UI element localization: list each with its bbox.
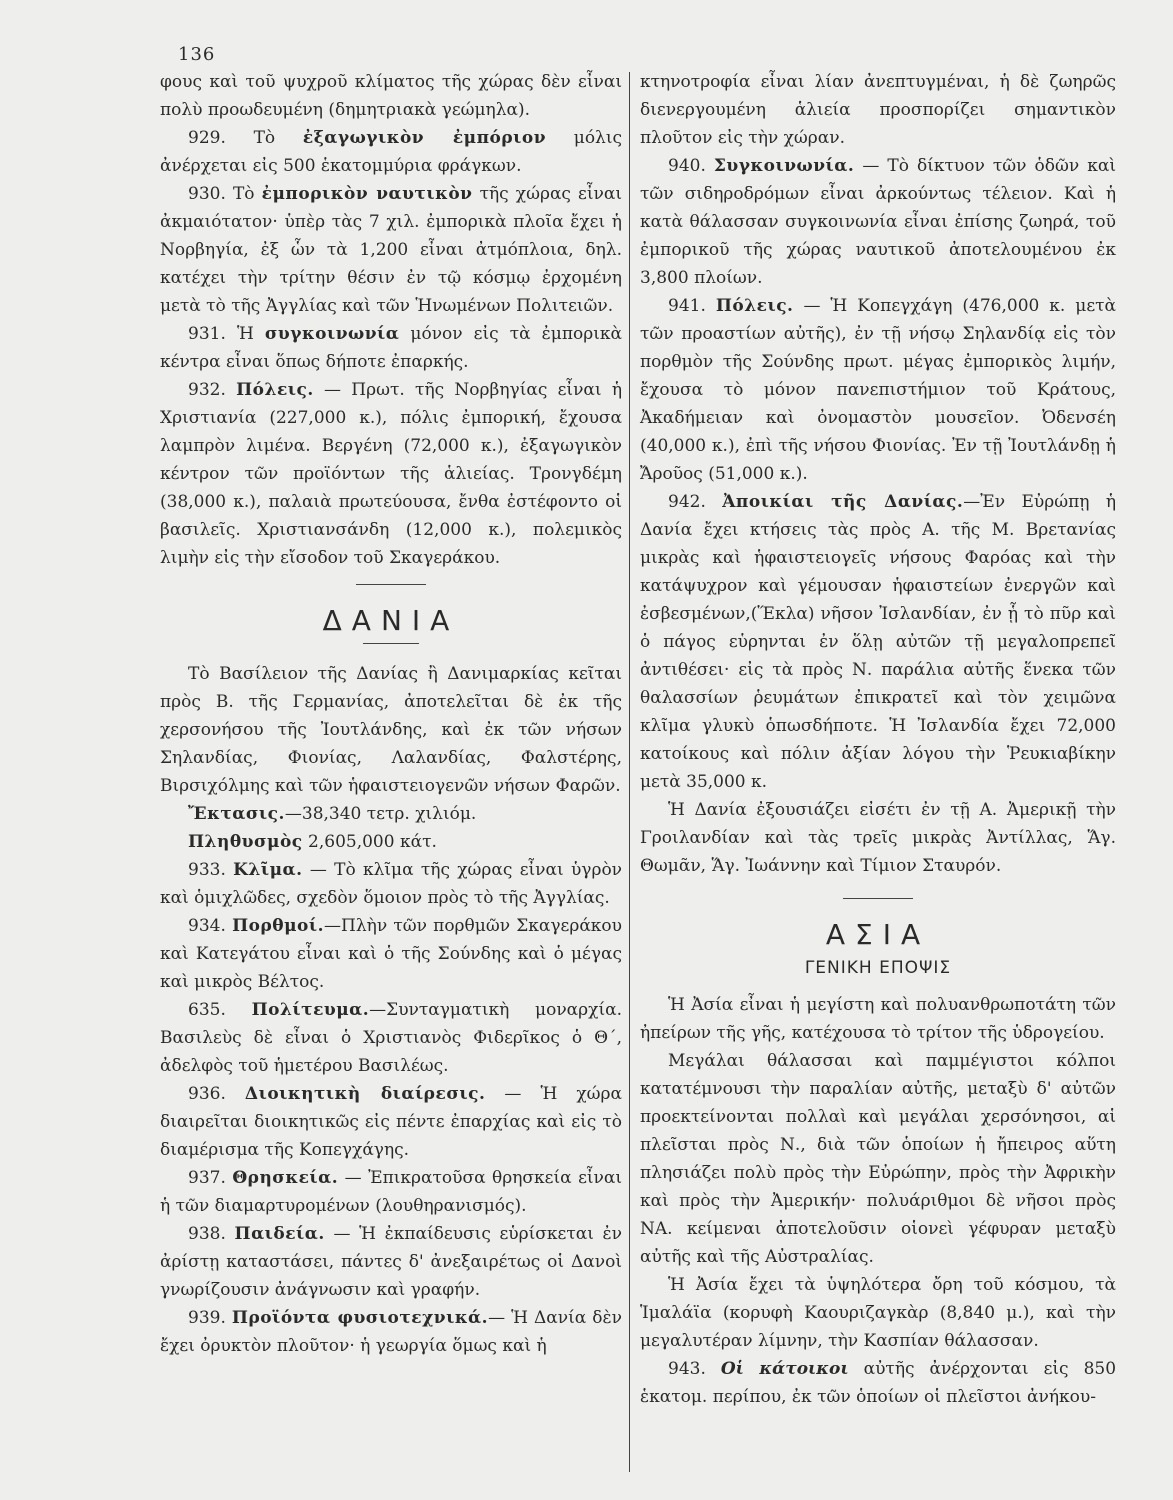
paragraph-933: 933. Κλῖμα. — Τὸ κλῖμα τῆς χώρας εἶναι ὑγρὸν καὶ ὁμιχλῶδες, σχεδὸν ὅμοιον πρὸς τὸ τῆς Ἀγγλίας.	[160, 860, 623, 908]
paragraph-heading: ἐμπορικὸν ναυτικὸν	[261, 184, 473, 204]
paragraph: Ἡ Ἀσία ἔχει τὰ ὑψηλότερα ὄρη τοῦ κόσμου, τὰ Ἱμαλάϊα (κορυφὴ Καουριζαγκὰρ (8,840 μ.), καὶ τὴν μεγαλυτέραν λίμνην, τὴν Κασπίαν θάλασσαν.	[640, 1275, 1116, 1351]
paragraph-heading: Θρησκεία.	[232, 1168, 339, 1188]
paragraph-heading: Προϊόντα φυσιοτεχνικά.	[231, 1308, 489, 1328]
paragraph-heading: Διοικητικὴ διαίρεσις.	[244, 1084, 486, 1104]
paragraph-heading: Πολίτευμα.	[251, 1000, 370, 1020]
page-number: 136	[178, 44, 216, 65]
paragraph-heading: Συγκοινωνία.	[713, 156, 855, 176]
paragraph-heading: Οἱ κάτοικοι	[720, 1359, 849, 1379]
paragraph: φους καὶ τοῦ ψυχροῦ κλίματος τῆς χώρας δὲν εἶναι πολὺ προωδευμένη (δημητριακὰ γεώμηλα).	[160, 72, 622, 120]
paragraph-936: 936. Διοικητικὴ διαίρεσις. — Ἡ χώρα διαιρεῖται διοικητικῶς εἰς πέντε ἐπαρχίας καὶ εἰς τὸ διαμέρισμα τῆς Κοπεγχάγης.	[160, 1084, 622, 1160]
paragraph: Ἡ Ἀσία εἶναι ἡ μεγίστη καὶ πολυανθρωποτάτη τῶν ἠπείρων τῆς γῆς, κατέχουσα τὸ τρίτον τῆς ὑδρογείου.	[640, 995, 1116, 1043]
paragraph: Μεγάλαι θάλασσαι καὶ παμμέγιστοι κόλποι κατατέμνουσι τὴν παραλίαν αὐτῆς, μεταξὺ δ' αὐτῶν προεκτείνονται πολλαὶ καὶ μεγάλαι χερσόνησοι, αἱ πλεῖσται πρὸς Ν., διὰ τῶν ὁποίων ἡ ἤπειρος αὕτη πλησιάζει πολὺ πρὸς τὴν Εὐρώπην, πρὸς τὴν Ἀφρικὴν καὶ πρὸς τὴν Ἀμερικήν· πολυάριθμοι δὲ νῆσοι πρὸς ΝΑ. κείμεναι ἀποτελοῦσιν οἱονεὶ γέφυραν μεταξὺ αὐτῆς καὶ τῆς Αὐστραλίας.	[640, 1051, 1116, 1267]
intro-paragraph: Τὸ Βασίλειον τῆς Δανίας ἢ Δανιμαρκίας κεῖται πρὸς Β. τῆς Γερμανίας, ἀποτελεῖται δὲ ἐκ τῆς χερσονήσου τῆς Ἰουτλάνδης, καὶ ἐκ τῶν νήσων Σηλανδίας, Φιονίας, Λαλανδίας, Φαλστέρης, Βιρσιχόλμης καὶ τῶν ἡφαιστειογενῶν νήσων Φαρῶν.	[160, 664, 622, 796]
paragraph-heading: Κλῖμα.	[233, 860, 303, 880]
right-column	[640, 68, 1116, 1411]
paragraph: Ἡ Δανία ἐξουσιάζει εἰσέτι ἐν τῇ Α. Ἀμερικῇ τὴν Γροιλανδίαν καὶ τὰς τρεῖς μικρὰς Ἀντίλλας, Ἅγ. Θωμᾶν, Ἅγ. Ἰωάννην καὶ Τίμιον Σταυρόν.	[640, 800, 1116, 876]
paragraph-938: 938. Παιδεία. — Ἡ ἐκπαίδευσις εὑρίσκεται ἐν ἀρίστῃ καταστάσει, πάντες δ' ἀνεξαιρέτως οἱ Δανοὶ γνωρίζουσιν ἀνάγνωσιν καὶ γραφήν.	[160, 1224, 622, 1300]
paragraph-heading: Παιδεία.	[234, 1224, 325, 1244]
section-title-asia: ΑΣΙΑ	[825, 918, 931, 951]
paragraph-943: 943. Οἱ κάτοικοι αὐτῆς ἀνέρχονται εἰς 850 ἑκατομ. περίπου, ἐκ τῶν ὁποίων οἱ πλεῖστοι ἀνήκου-	[640, 1359, 1117, 1407]
paragraph-937: 937. Θρησκεία. — Ἐπικρατοῦσα θρησκεία εἶναι ἡ τῶν διαμαρτυρομένων (λουθηρανισμός).	[160, 1168, 623, 1216]
left-column	[160, 68, 622, 1360]
paragraph-942: 942. Ἀποικίαι τῆς Δανίας.—Ἐν Εὐρώπῃ ἡ Δανία ἔχει κτήσεις τὰς πρὸς Α. τῆς Μ. Βρετανίας μικρὰς καὶ ἡφαιστειογεῖς νήσους Φαρόας καὶ τὴν κατάψυχρον καὶ γέμουσαν ἡφαιστείων ἐνεργῶν καὶ ἐσβεσμένων,(Ἕκλα) νῆσον Ἰσλανδίαν, ἐν ᾗ τὸ πῦρ καὶ ὁ πάγος εὑρηνται ἐν ὅλῃ αὐτῶν τῇ μεγαλοπρεπεῖ ἀντιθέσει· εἰς τὰ πρὸς Ν. παράλια αὐτῆς ἕνεκα τῶν θαλασσίων ῥευμάτων ἐπικρατεῖ καὶ τὸν χειμῶνα κλῖμα γλυκὺ ὁπωσδήποτε. Ἡ Ἰσλανδία ἔχει 72,000 κατοίκους καὶ πόλιν ἀξίαν λόγου τὴν Ῥευκιαβίκην μετὰ 35,000 κ.	[640, 492, 1116, 792]
paragraph-930: 930. Τὸ ἐμπορικὸν ναυτικὸν τῆς χώρας εἶναι ἀκμαιότατον· ὑπὲρ τὰς 7 χιλ. ἐμπορικὰ πλοῖα ἔχει ἡ Νορβηγία, ἐξ ὧν τὰ 1,200 εἶναι ἀτμόπλοια, δηλ. κατέχει τὴν τρίτην θέσιν ἐν τῷ κόσμῳ ἐρχομένη μετὰ τὸ τῆς Ἀγγλίας καὶ τῶν Ἡνωμένων Πολιτειῶν.	[160, 184, 623, 316]
column-divider	[629, 72, 630, 1472]
paragraph-940: 940. Συγκοινωνία. — Τὸ δίκτυον τῶν ὁδῶν καὶ τῶν σιδηροδρόμων εἶναι ἀρκούντως τέλειον. Καὶ ἡ κατὰ θάλασσαν συγκοινωνία εἶναι ἐπίσης ζωηρά, τοῦ ἐμπορικοῦ τῆς χώρας ναυτικοῦ ἀποτελουμένου ἐκ 3,800 πλοίων.	[640, 156, 1116, 288]
subsection-title: ΓΕΝΙΚΗ ΕΠΟΨΙΣ	[804, 958, 952, 978]
paragraph-heading: Πορθμοί.	[232, 916, 325, 936]
paragraph-932: 932. Πόλεις. — Πρωτ. τῆς Νορβηγίας εἶναι ἡ Χριστιανία (227,000 κ.), πόλις ἐμπορική, ἔχουσα λαμπρὸν λιμένα. Βεργένη (72,000 κ.), ἐξαγωγικὸν κέντρον τῶν προϊόντων τῆς ἁλιείας. Τρονγδέμη (38,000 κ.), παλαιὰ πρωτεύουσα, ἔνθα ἐστέφοντο οἱ βασιλεῖς. Χριστιανσάνδη (12,000 κ.), πολεμικὸς λιμὴν εἰς τὴν εἴσοδον τοῦ Σκαγεράκου.	[160, 380, 623, 568]
paragraph-heading: Πόλεις.	[236, 380, 314, 400]
paragraph-heading: συγκοινωνία	[264, 324, 400, 344]
paragraph-934: 934. Πορθμοί.—Πλὴν τῶν πορθμῶν Σκαγεράκου καὶ Κατεγάτου εἶναι καὶ ὁ τῆς Σούνδης καὶ ὁ μέγας καὶ μικρὸς Βέλτος.	[160, 916, 622, 992]
paragraph-935: 635. Πολίτευμα.—Συνταγματικὴ μοναρχία. Βασιλεὺς δὲ εἶναι ὁ Χριστιανὸς Φιδερῖκος ὁ Θ΄, ἀδελφὸς τοῦ ἡμετέρου Βασιλέως.	[160, 1000, 622, 1076]
section-title-denmark: ΔΑΝΙΑ	[322, 604, 460, 637]
population-line: Πληθυσμὸς 2,605,000 κάτ.	[188, 832, 437, 852]
section-rule	[843, 898, 913, 899]
paragraph-931: 931. Ἡ συγκοινωνία μόνον εἰς τὰ ἐμπορικὰ κέντρα εἶναι ὅπως δήποτε ἐπαρκής.	[160, 324, 623, 372]
section-underline	[363, 643, 419, 644]
paragraph-heading: Πόλεις.	[715, 296, 794, 316]
paragraph: κτηνοτροφία εἶναι λίαν ἀνεπτυγμέναι, ἡ δὲ ζωηρῶς διενεργουμένη ἁλιεία προσπορίζει σημαντικὸν πλοῦτον εἰς τὴν χώραν.	[640, 72, 1116, 148]
paragraph-929: 929. Τὸ ἐξαγωγικὸν ἐμπόριον μόλις ἀνέρχεται εἰς 500 ἑκατομμύρια φράγκων.	[160, 128, 623, 176]
section-rule	[356, 584, 426, 585]
paragraph-941: 941. Πόλεις. — Ἡ Κοπεγχάγη (476,000 κ. μετὰ τῶν προαστίων αὐτῆς), ἐν τῇ νήσῳ Σηλανδίᾳ εἰς τὸν πορθμὸν τῆς Σούνδης πρωτ. μέγας ἐμπορικὸς λιμήν, ἔχουσα τὸ μόνον πανεπιστήμιον τοῦ Κράτους, Ἀκαδήμειαν καὶ ὀνομαστὸν μουσεῖον. Ὀδενσέη (40,000 κ.), ἐπὶ τῆς νήσου Φιονίας. Ἐν τῇ Ἰουτλάνδῃ ἡ Ἄροῦος (51,000 κ.).	[640, 296, 1117, 484]
paragraph-heading: Ἀποικίαι τῆς Δανίας.	[722, 492, 964, 512]
paragraph-heading: ἐξαγωγικὸν ἐμπόριον	[302, 128, 547, 148]
area-line: Ἔκτασις.—38,340 τετρ. χιλιόμ.	[188, 804, 477, 824]
paragraph-939: 939. Προϊόντα φυσιοτεχνικά.— Ἡ Δανία δὲν ἔχει ὀρυκτὸν πλοῦτον· ἡ γεωργία ὅμως καὶ ἡ	[160, 1308, 623, 1356]
